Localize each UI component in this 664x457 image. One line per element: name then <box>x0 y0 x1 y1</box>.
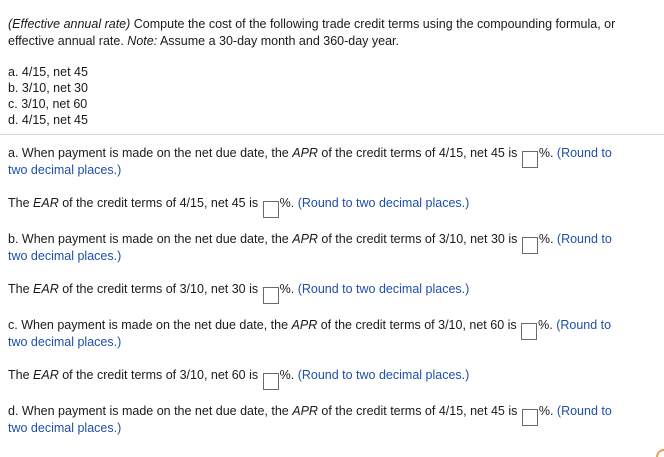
round-hint: two decimal places.) <box>8 335 122 349</box>
option-text: 4/15, net 45 <box>18 65 88 79</box>
percent-sign: %. <box>538 232 554 246</box>
question-text: The <box>8 368 34 382</box>
question-text: When payment is made on the net due date, the <box>18 146 293 160</box>
question-text: is <box>504 232 521 246</box>
option-a <box>8 64 88 80</box>
question-text: of the credit terms of <box>317 404 439 418</box>
round-hint: (Round to two decimal places.) <box>294 368 470 382</box>
question-text: is <box>245 196 262 210</box>
round-hint: two decimal places.) <box>8 421 122 435</box>
question-b-apr-cont <box>8 248 121 264</box>
option-letter: b. <box>8 81 19 95</box>
question-text: of the credit terms of <box>58 196 180 210</box>
percent-sign: %. <box>279 368 295 382</box>
option-letter: c. <box>8 97 18 111</box>
question-text: of the credit terms of <box>58 282 180 296</box>
credit-terms: 3/10, net 30 <box>438 232 505 246</box>
question-a-apr-cont <box>8 162 121 178</box>
question-a-ear <box>8 195 469 218</box>
apr-a-input[interactable] <box>522 151 538 168</box>
ear-a-input[interactable] <box>263 201 279 218</box>
question-c-ear <box>8 367 469 390</box>
apr-term: APR <box>291 318 318 332</box>
option-letter: d. <box>8 113 19 127</box>
credit-terms: 3/10, net 60 <box>179 368 246 382</box>
option-d <box>8 112 88 128</box>
round-hint: (Round to <box>553 146 612 160</box>
apr-d-input[interactable] <box>522 409 538 426</box>
ear-term: EAR <box>33 196 59 210</box>
question-text: The <box>8 196 34 210</box>
question-text: The <box>8 282 34 296</box>
apr-term: APR <box>292 232 318 246</box>
credit-terms: 4/15, net 45 <box>438 404 505 418</box>
round-hint: (Round to <box>553 404 612 418</box>
ear-b-input[interactable] <box>263 287 279 304</box>
percent-sign: %. <box>538 146 554 160</box>
intro-line-2 <box>8 33 399 49</box>
ear-c-input[interactable] <box>263 373 279 390</box>
question-text: When payment is made on the net due date, the <box>17 318 292 332</box>
round-hint: (Round to two decimal places.) <box>294 196 470 210</box>
question-text: is <box>504 146 521 160</box>
question-text: of the credit terms of <box>317 318 439 332</box>
round-hint: two decimal places.) <box>8 163 122 177</box>
apr-c-input[interactable] <box>521 323 537 340</box>
question-text: When payment is made on the net due date, the <box>18 404 293 418</box>
intro-line-1 <box>8 16 615 32</box>
corner-indicator <box>656 449 664 457</box>
credit-terms: 4/15, net 45 <box>438 146 505 160</box>
apr-term: APR <box>292 146 318 160</box>
round-hint: (Round to <box>553 232 612 246</box>
question-letter: d. <box>8 404 19 418</box>
percent-sign: %. <box>279 282 295 296</box>
percent-sign: %. <box>538 318 553 332</box>
question-d-apr-cont <box>8 420 121 436</box>
question-text: is <box>504 404 521 418</box>
percent-sign: %. <box>279 196 295 210</box>
question-letter: b. <box>8 232 19 246</box>
question-letter: c. <box>8 318 18 332</box>
note-label: Note: <box>127 34 158 48</box>
credit-terms: 3/10, net 30 <box>179 282 246 296</box>
option-c <box>8 96 87 112</box>
credit-terms: 3/10, net 60 <box>438 318 505 332</box>
intro-topic: (Effective annual rate) <box>8 17 131 31</box>
intro-text-2a: effective annual rate. <box>8 34 128 48</box>
question-text: of the credit terms of <box>58 368 180 382</box>
question-text: of the credit terms of <box>317 146 439 160</box>
round-hint: (Round to two decimal places.) <box>294 282 470 296</box>
ear-term: EAR <box>33 282 59 296</box>
question-text: of the credit terms of <box>317 232 439 246</box>
question-c-apr-cont <box>8 334 121 350</box>
question-letter: a. <box>8 146 19 160</box>
round-hint: two decimal places.) <box>8 249 122 263</box>
intro-text-2b: Assume a 30-day month and 360-day year. <box>157 34 400 48</box>
apr-b-input[interactable] <box>522 237 538 254</box>
option-text: 3/10, net 30 <box>18 81 88 95</box>
option-text: 4/15, net 45 <box>18 113 88 127</box>
question-text: When payment is made on the net due date, the <box>18 232 293 246</box>
question-b-ear <box>8 281 469 304</box>
option-b <box>8 80 88 96</box>
credit-terms: 4/15, net 45 <box>179 196 246 210</box>
question-text: is <box>504 318 521 332</box>
section-divider <box>0 134 664 135</box>
intro-text-1: Compute the cost of the following trade credit terms using the compounding formula, or <box>130 17 616 31</box>
percent-sign: %. <box>538 404 554 418</box>
round-hint: (Round to <box>552 318 612 332</box>
ear-term: EAR <box>33 368 59 382</box>
question-text: is <box>245 368 262 382</box>
question-text: is <box>245 282 262 296</box>
option-text: 3/10, net 60 <box>17 97 88 111</box>
apr-term: APR <box>292 404 318 418</box>
option-letter: a. <box>8 65 19 79</box>
